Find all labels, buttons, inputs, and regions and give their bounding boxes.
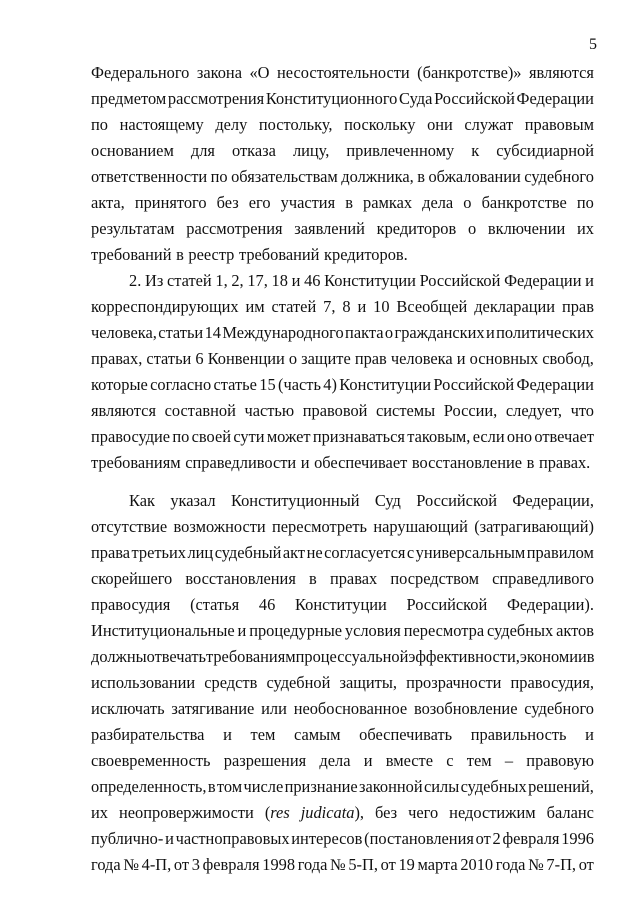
- text-line: года № 4-П, от 3 февраля 1998 года № 5-П, от 19 марта 2010 года № 7-П, от: [91, 855, 594, 874]
- text-line: человека, статьи 14 Международного пакта о гражданских и политических: [91, 323, 594, 342]
- text-line: предметом рассмотрения Конституционного Суда Российской Федерации: [91, 89, 594, 108]
- text-line: по настоящему делу постольку, поскольку они служат правовым: [91, 115, 594, 134]
- text-line: акта, принятого без его участия в рамках дела о банкротстве по: [91, 193, 594, 212]
- paragraph: [91, 268, 594, 476]
- text-line: должны отвечать требованиям процессуальной эффективности, экономии в: [91, 647, 595, 666]
- text-line: правосудие по своей сути может признаваться таковым, если оно отвечает: [91, 427, 594, 446]
- text-line: определенность, в том числе признание законной силы судебных решений,: [91, 777, 594, 796]
- paragraph: [91, 60, 594, 268]
- text-line: своевременность разрешения дела и вместе с тем – правовую: [91, 751, 594, 770]
- text-line: использовании средств судебной защиты, прозрачности правосудия,: [91, 673, 594, 692]
- document-body: [91, 60, 594, 878]
- text-line: исключать затягивание или необоснованное возобновление судебного: [91, 699, 594, 718]
- paragraph: [91, 488, 594, 878]
- text-line: которые согласно статье 15 (часть 4) Конституции Российской Федерации: [91, 375, 594, 394]
- text-line: являются составной частью правовой системы России, следует, что: [91, 401, 594, 420]
- text-line: ответственности по обязательствам должника, в обжаловании судебного: [91, 167, 594, 186]
- text-line: публично- и частноправовых интересов (постановления от 2 февраля 1996: [91, 829, 594, 848]
- text-line: корреспондирующих им статей 7, 8 и 10 Всеобщей декларации прав: [91, 297, 594, 316]
- text-line: 2. Из статей 1, 2, 17, 18 и 46 Конституции Российской Федерации и: [129, 271, 594, 290]
- text-line: требованиям справедливости и обеспечивает восстановление в правах.: [91, 453, 591, 472]
- text-line: права третьих лиц судебный акт не согласуется с универсальным правилом: [91, 543, 594, 562]
- text-line: требований в реестр требований кредиторов.: [91, 245, 408, 264]
- text-line: Институциональные и процедурные условия пересмотра судебных актов: [91, 621, 594, 640]
- text-line: основанием для отказа лицу, привлеченному к субсидиарной: [91, 141, 594, 160]
- text-line: Как указал Конституционный Суд Российской Федерации,: [129, 491, 594, 510]
- text-line: правосудия (статья 46 Конституции Российской Федерации).: [91, 595, 594, 614]
- text-line: разбирательства и тем самым обеспечивать правильность и: [91, 725, 594, 744]
- text-line: результатам рассмотрения заявлений кредиторов о включении их: [91, 219, 594, 238]
- text-line: их неопровержимости (res judicata), без чего недостижим баланс: [91, 803, 594, 822]
- text-line: правах, статьи 6 Конвенции о защите прав человека и основных свобод,: [91, 349, 594, 368]
- text-line: Федерального закона «О несостоятельности (банкротстве)» являются: [91, 63, 594, 82]
- text-line: скорейшего восстановления в правах посредством справедливого: [91, 569, 594, 588]
- text-line: отсутствие возможности пересмотреть нарушающий (затрагивающий): [91, 517, 594, 536]
- paragraph-gap: [91, 476, 594, 488]
- page-number: 5: [589, 36, 597, 53]
